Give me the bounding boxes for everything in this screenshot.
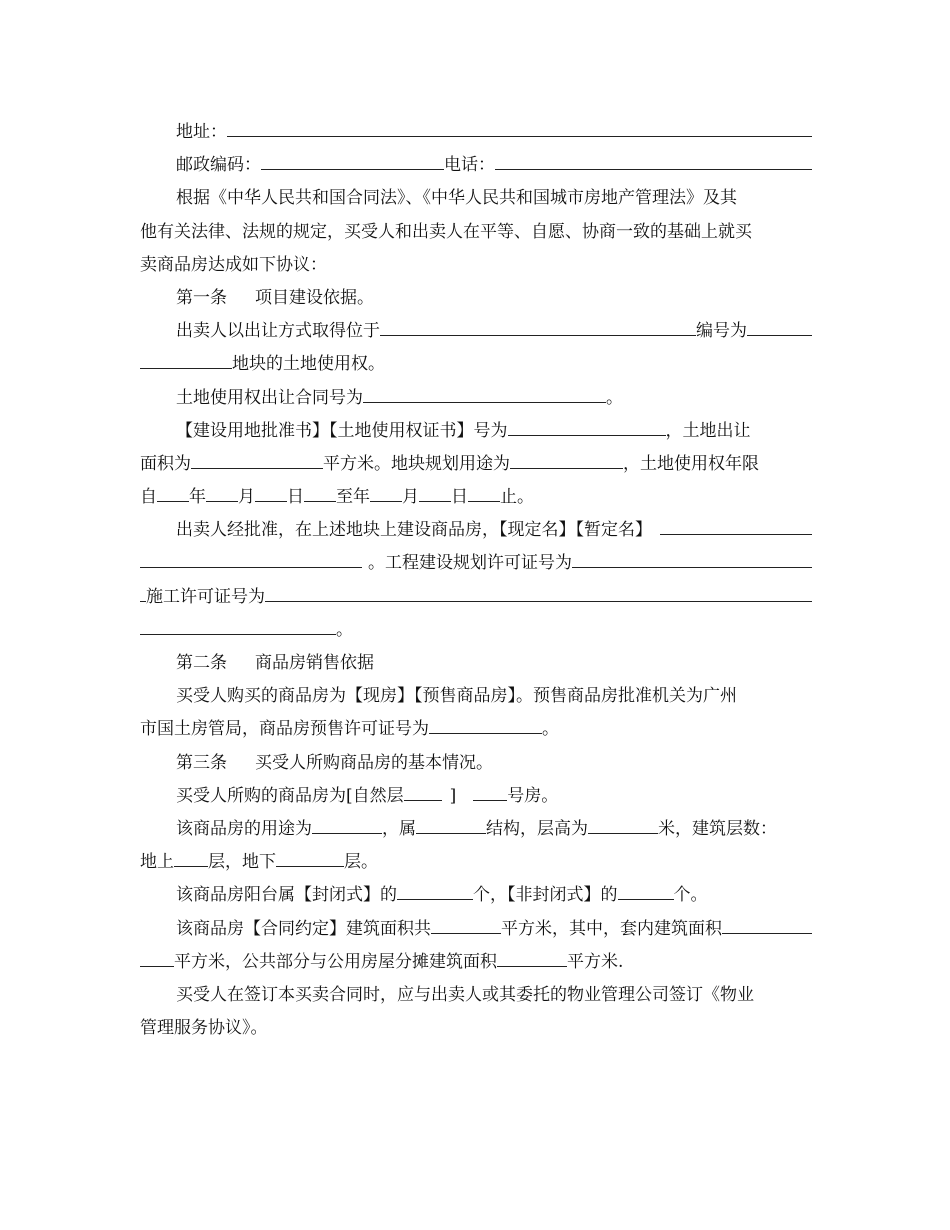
date-text: 日 xyxy=(451,487,468,508)
article-number: 第二条 xyxy=(176,653,227,673)
postcode-blank xyxy=(261,169,444,170)
floor-label: 买受人所购的商品房为[自然层 xyxy=(176,785,404,806)
usage-label: 该商品房的用途为 xyxy=(176,818,312,839)
end-month-blank xyxy=(370,501,402,502)
floors-line xyxy=(140,846,812,879)
paragraph-text: 他有关法律、法规的规定，买受人和出卖人在平等、自愿、协商一致的基础上就买 xyxy=(140,221,752,242)
land-location-label: 出卖人以出让方式取得位于 xyxy=(176,321,380,342)
paragraph-line xyxy=(140,1012,812,1045)
balcony-line xyxy=(140,879,812,912)
date-text: 自 xyxy=(140,487,157,508)
phone-label: 电话： xyxy=(444,155,495,176)
floor-blank xyxy=(404,800,442,801)
planning-permit-line xyxy=(140,547,812,580)
construction-permit-blank-cont xyxy=(140,634,336,635)
project-name-label: 出卖人经批准，在上述地块上建设商品房，【现定名】【暂定名】 xyxy=(176,520,652,541)
planning-permit-label: 。工程建设规划许可证号为 xyxy=(368,553,572,574)
construction-permit-cont-line xyxy=(140,614,812,647)
paragraph-text: 卖商品房达成如下协议： xyxy=(140,254,327,275)
punctuation: 。 xyxy=(542,719,559,740)
article-number: 第三条 xyxy=(176,752,227,773)
usage-structure-line xyxy=(140,813,812,846)
shared-area-label: 平方米，公共部分与公用房屋分摊建筑面积 xyxy=(174,951,497,972)
floor-unit: 层。 xyxy=(344,852,378,873)
underground-blank xyxy=(276,866,344,867)
article-3-heading xyxy=(140,747,812,780)
area-unit: 平方米. xyxy=(567,951,624,972)
paragraph-line xyxy=(140,680,812,713)
postcode-phone-line xyxy=(140,149,812,182)
day-blank xyxy=(255,501,287,502)
address-label: 地址： xyxy=(176,122,227,142)
end-day-blank xyxy=(419,501,451,502)
paragraph-line xyxy=(140,216,812,249)
paragraph-line xyxy=(140,182,812,215)
year-blank xyxy=(157,501,189,502)
floor-area-line xyxy=(140,913,812,946)
article-title: 买受人所购商品房的基本情况。 xyxy=(255,752,493,773)
above-ground-blank xyxy=(174,866,208,867)
open-balcony-label: 个，【非封闭式】的 xyxy=(473,885,618,906)
room-label: 号房。 xyxy=(507,785,559,806)
land-number-blank-cont xyxy=(140,368,232,369)
open-balcony-blank xyxy=(618,899,674,900)
phone-blank xyxy=(495,169,812,170)
structure-label: ，属 xyxy=(382,818,416,839)
balcony-unit: 个。 xyxy=(673,885,708,906)
land-number-blank xyxy=(747,335,812,336)
term-label: ，土地使用权年限 xyxy=(623,453,759,474)
paragraph-line xyxy=(140,249,812,282)
planning-permit-blank xyxy=(572,567,812,568)
purpose-blank xyxy=(510,468,623,469)
floor-area-label: 该商品房【合同约定】建筑面积共 xyxy=(176,918,431,939)
area-label: 面积为 xyxy=(140,453,191,474)
article-1-heading xyxy=(140,282,812,315)
area-blank xyxy=(191,468,323,469)
date-text: 月 xyxy=(238,487,255,508)
paragraph-text: 根据《中华人民共和国合同法》、《中华人民共和国城市房地产管理法》及其 xyxy=(176,188,737,209)
date-text: 年 xyxy=(189,487,206,508)
article-number: 第一条 xyxy=(176,287,227,308)
transfer-contract-line xyxy=(140,382,812,415)
floor-room-line xyxy=(140,780,812,813)
construction-permit-blank xyxy=(265,601,812,602)
height-blank xyxy=(588,833,658,834)
room-blank xyxy=(473,800,507,801)
presale-permit-label: 市国土房管局，商品房预售许可证号为 xyxy=(140,719,429,740)
closed-balcony-blank xyxy=(397,899,473,900)
transfer-contract-label: 土地使用权出让合同号为 xyxy=(176,387,363,408)
paragraph-text: 管理服务协议》。 xyxy=(140,1018,268,1039)
term-date-line xyxy=(140,481,812,514)
purpose-label: 平方米。地块规划用途为 xyxy=(323,453,510,474)
article-title: 项目建设依据。 xyxy=(255,287,374,308)
land-location-blank xyxy=(380,335,696,336)
land-location-line xyxy=(140,315,812,348)
contract-page xyxy=(140,116,812,1045)
construction-permit-label: 施工许可证号为 xyxy=(146,586,265,607)
project-name-line xyxy=(140,514,812,547)
certificate-label: 【建设用地批准书】【土地使用权证书】号为 xyxy=(176,420,508,441)
certificate-blank xyxy=(508,435,666,436)
presale-permit-blank xyxy=(429,733,542,734)
above-ground-label: 地上 xyxy=(140,852,174,873)
address-blank xyxy=(227,136,812,137)
month-blank xyxy=(206,501,238,502)
article-2-heading xyxy=(140,647,812,680)
project-name-blank-cont xyxy=(140,567,362,568)
punctuation: 。 xyxy=(606,387,623,408)
punctuation: 。 xyxy=(336,619,353,640)
floor-area-blank xyxy=(431,933,501,934)
postcode-label: 邮政编码： xyxy=(176,155,261,176)
land-transfer-text: ，土地出让 xyxy=(665,420,751,441)
inner-area-blank xyxy=(722,933,812,934)
project-name-blank xyxy=(660,534,812,535)
usage-blank xyxy=(312,833,382,834)
transfer-contract-blank xyxy=(363,402,606,403)
date-text: 止。 xyxy=(500,487,534,508)
land-number-label: 编号为 xyxy=(696,321,747,342)
paragraph-text: 买受人在签订本买卖合同时，应与出卖人或其委托的物业管理公司签订《物业 xyxy=(176,984,754,1005)
presale-permit-line xyxy=(140,713,812,746)
shared-area-line xyxy=(140,946,812,979)
article-title: 商品房销售依据 xyxy=(255,653,374,673)
height-label: 结构，层高为 xyxy=(486,818,588,839)
date-text: 月 xyxy=(402,487,419,508)
underground-label: 层，地下 xyxy=(208,852,276,873)
construction-permit-line xyxy=(140,581,812,614)
paragraph-text: 买受人购买的商品房为【现房】【预售商品房】。预售商品房批准机关为广州 xyxy=(176,686,737,707)
bracket: ] xyxy=(449,785,457,806)
inner-area-label: 平方米，其中，套内建筑面积 xyxy=(501,918,722,939)
shared-area-blank xyxy=(497,966,567,967)
paragraph-line xyxy=(140,979,812,1012)
land-use-right-line xyxy=(140,348,812,381)
date-text: 日 xyxy=(287,487,304,508)
area-purpose-line xyxy=(140,448,812,481)
date-text: 至年 xyxy=(336,487,370,508)
end-blank xyxy=(468,501,500,502)
structure-blank xyxy=(416,833,486,834)
land-use-right-text: 地块的土地使用权。 xyxy=(232,354,385,375)
closed-balcony-label: 该商品房阳台属【封闭式】的 xyxy=(176,885,397,906)
certificate-line xyxy=(140,415,812,448)
inner-area-blank-cont xyxy=(140,966,174,967)
end-year-blank xyxy=(304,501,336,502)
floors-label: 米，建筑层数： xyxy=(658,818,777,839)
address-line xyxy=(140,116,812,149)
